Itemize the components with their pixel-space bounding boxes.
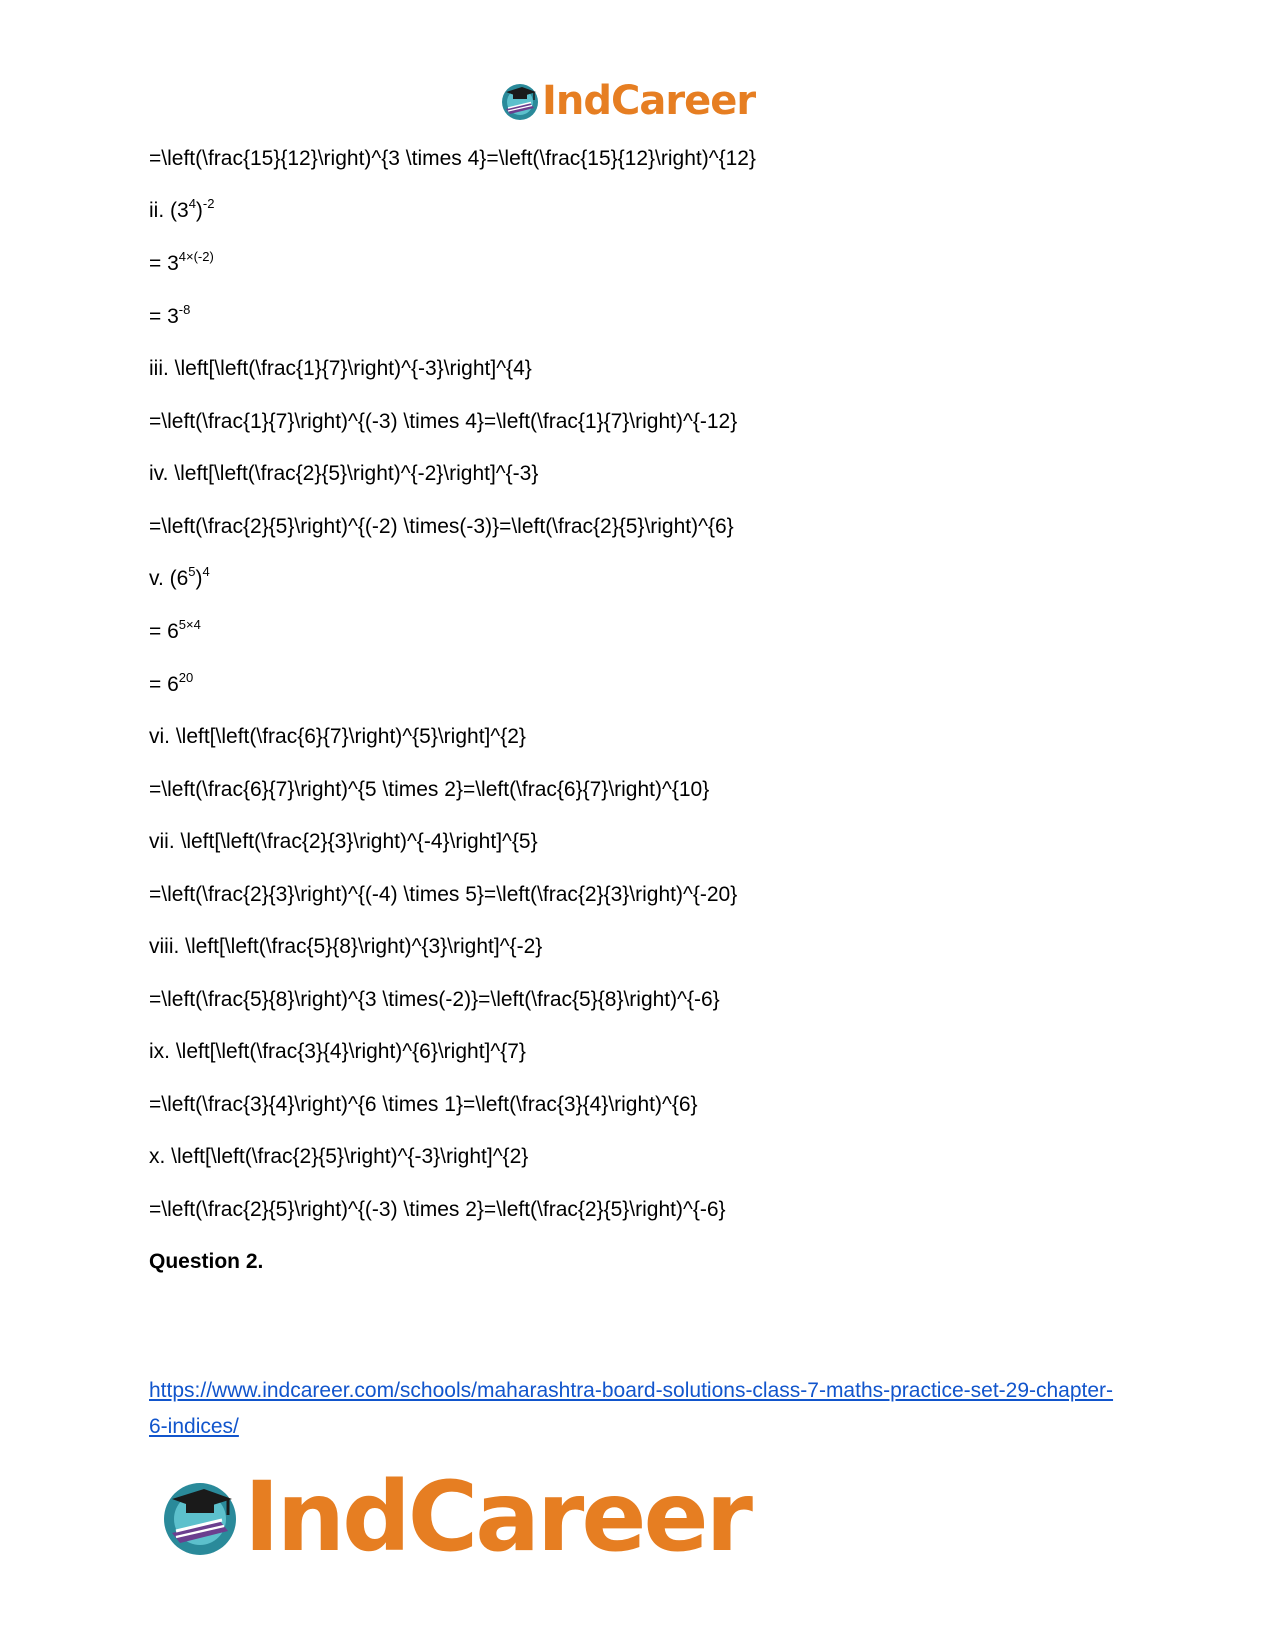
text-line: =\left(\frac{15}{12}\right)^{3 \times 4}=\left(\frac{15}{12}\right)^{12}: [149, 147, 756, 170]
text-line: = $6^{20}$: [149, 670, 194, 696]
text-line: v. $(6^5)^4$: [149, 564, 210, 590]
header-logo: [500, 78, 755, 124]
text-line: = $3^{-8}$: [149, 302, 191, 328]
source-link[interactable]: https://www.indcareer.com/schools/maharashtra-board-solutions-class-7-maths-practice-set-29-chapter-6-indices/: [149, 1379, 1114, 1438]
graduation-cap-book-icon: [500, 81, 540, 121]
text-line: =\left(\frac{3}{4}\right)^{6 \times 1}=\left(\frac{3}{4}\right)^{6}: [149, 1093, 698, 1116]
question-heading: Question 2.: [149, 1250, 264, 1273]
text-line: ix. \left[\left(\frac{3}{4}\right)^{6}\right]^{7}: [149, 1040, 526, 1063]
text-line: ii. $(3^4)^{-2}$: [149, 196, 215, 222]
text-line: = $3^{4\times(-2)}$: [149, 249, 214, 275]
text-line: vi. \left[\left(\frac{6}{7}\right)^{5}\right]^{2}: [149, 725, 526, 748]
brand-name: IndCareer: [542, 78, 756, 124]
text-line: vii. \left[\left(\frac{2}{3}\right)^{-4}\right]^{5}: [149, 830, 538, 853]
text-line: =\left(\frac{6}{7}\right)^{5 \times 2}=\left(\frac{6}{7}\right)^{10}: [149, 778, 710, 801]
text-line: viii. \left[\left(\frac{5}{8}\right)^{3}\right]^{-2}: [149, 935, 543, 958]
text-line: =\left(\frac{1}{7}\right)^{(-3) \times 4}=\left(\frac{1}{7}\right)^{-12}: [149, 410, 738, 433]
graduation-cap-book-icon: [160, 1476, 240, 1558]
text-line: iii. \left[\left(\frac{1}{7}\right)^{-3}\right]^{4}: [149, 357, 532, 380]
text-line: =\left(\frac{5}{8}\right)^{3 \times(-2)}=\left(\frac{5}{8}\right)^{-6}: [149, 988, 720, 1011]
brand-name: IndCareer: [244, 1461, 750, 1573]
text-line: =\left(\frac{2}{5}\right)^{(-3) \times 2}=\left(\frac{2}{5}\right)^{-6}: [149, 1198, 726, 1221]
text-line: = $6^{5\times 4}$: [149, 617, 201, 643]
text-line: =\left(\frac{2}{3}\right)^{(-4) \times 5}=\left(\frac{2}{3}\right)^{-20}: [149, 883, 738, 906]
footer-logo: [160, 1461, 750, 1573]
text-line: iv. \left[\left(\frac{2}{5}\right)^{-2}\right]^{-3}: [149, 462, 539, 485]
text-line: x. \left[\left(\frac{2}{5}\right)^{-3}\right]^{2}: [149, 1145, 529, 1168]
text-line: =\left(\frac{2}{5}\right)^{(-2) \times(-3)}=\left(\frac{2}{5}\right)^{6}: [149, 515, 734, 538]
